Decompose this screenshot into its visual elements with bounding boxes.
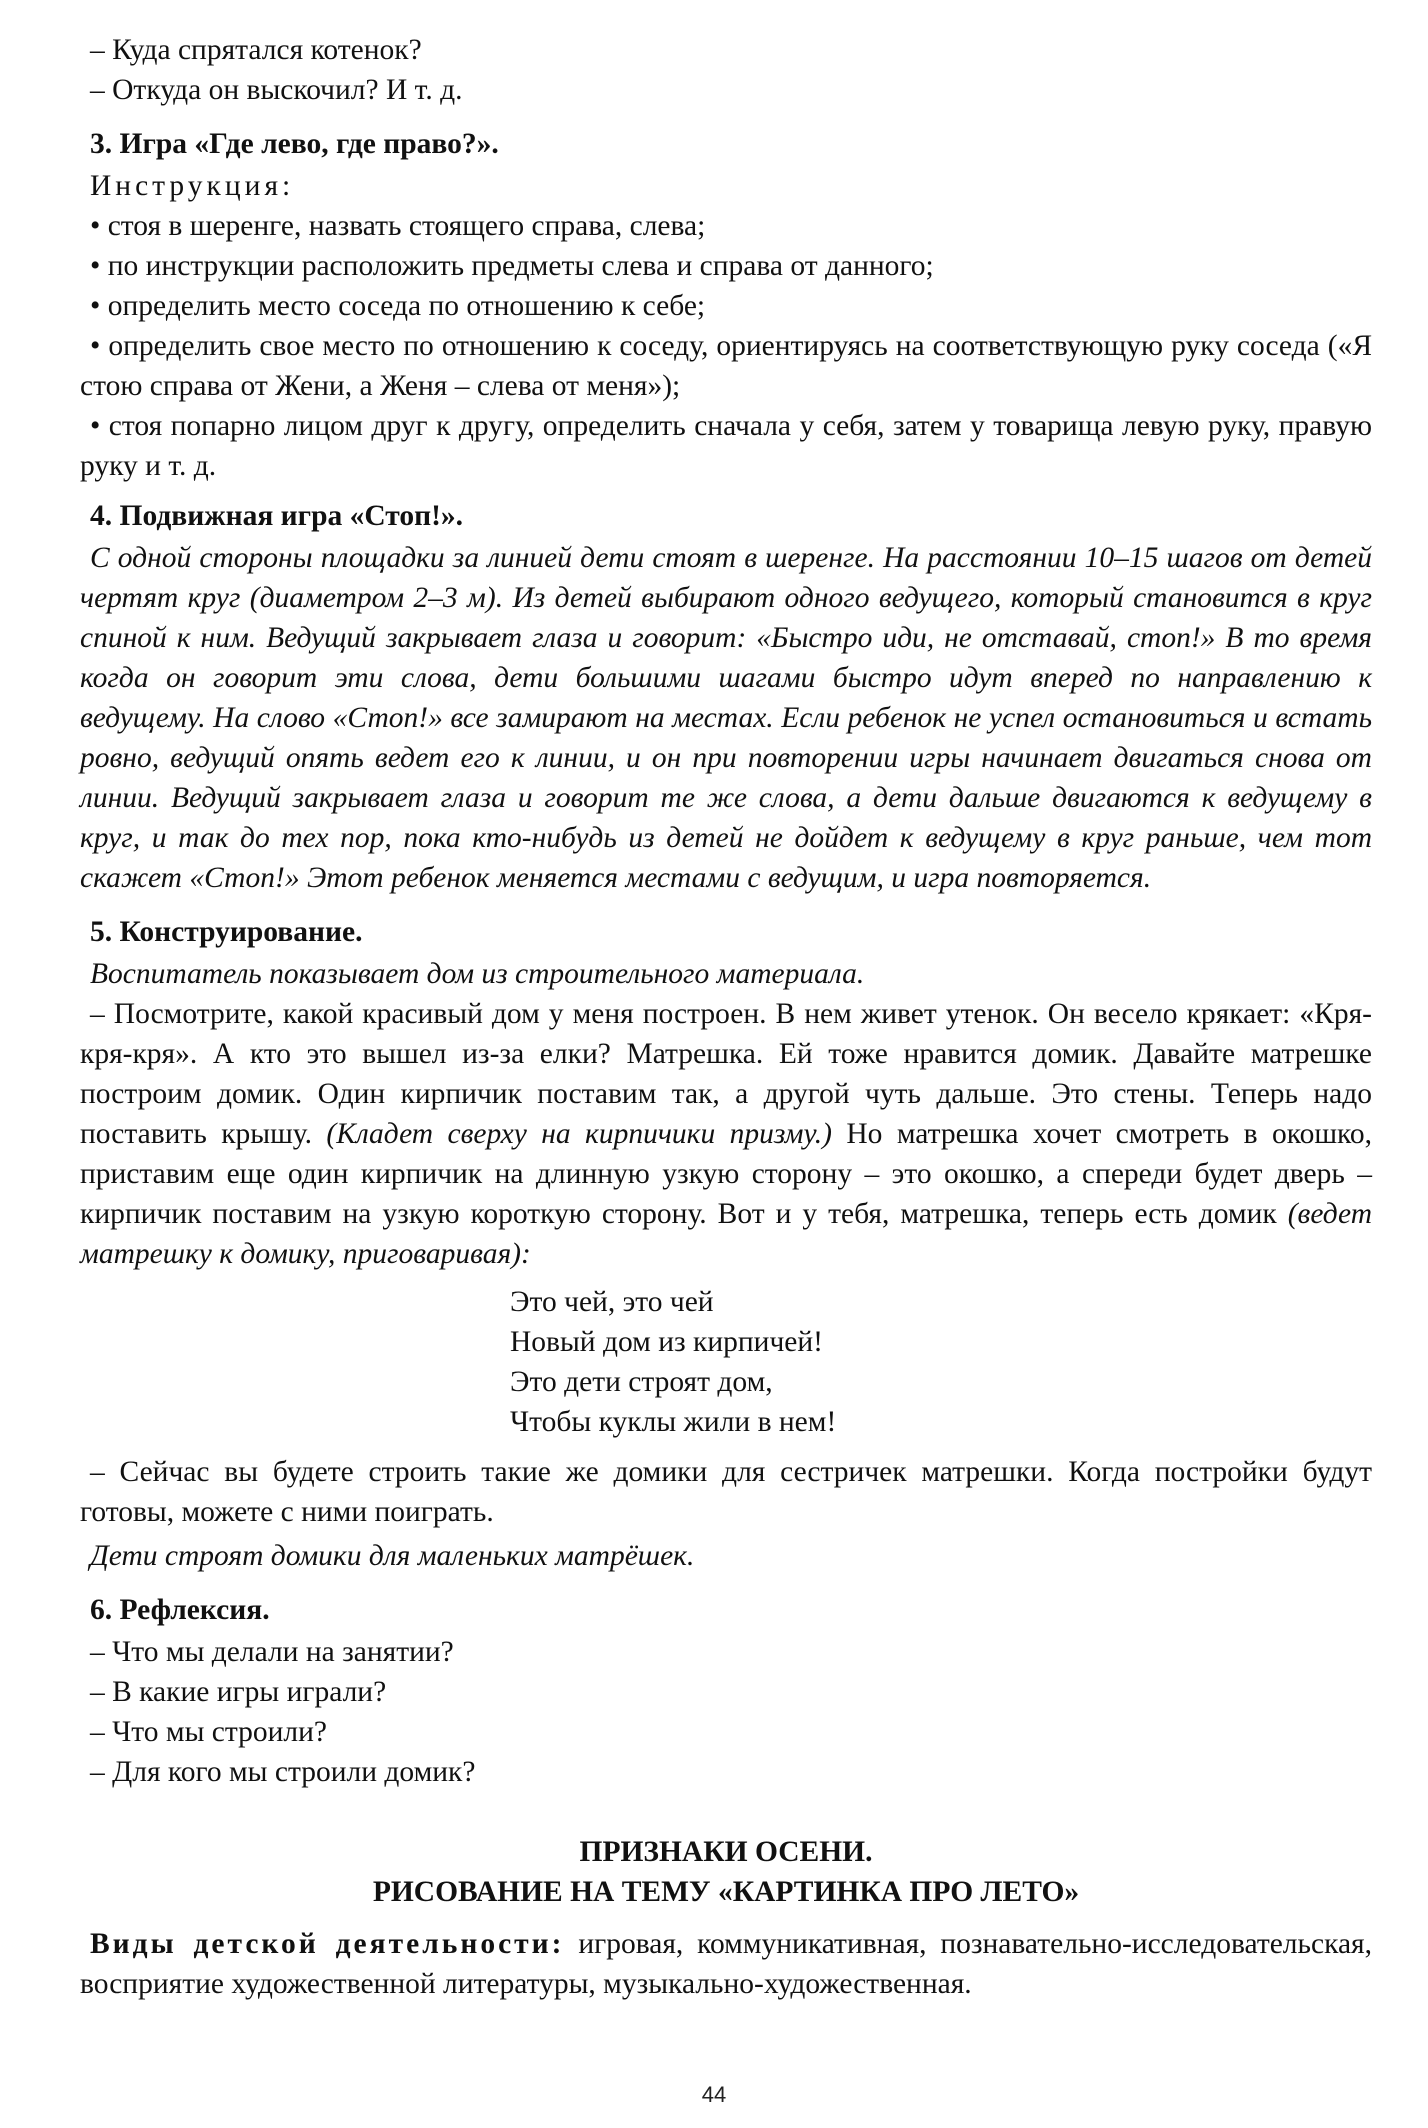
instruction-label: Инструкция:	[90, 170, 295, 202]
activity-types-text: игровая, коммуникативная, познавательно-исследовательская, восприятие художественной литературы, музыкально-художественная.	[80, 1928, 1372, 2000]
poem-line-2: Новый дом из кирпичей!	[510, 1326, 824, 1358]
new-lesson-title-line-2: РИСОВАНИЕ НА ТЕМУ «КАРТИНКА ПРО ЛЕТО»	[372, 1876, 1080, 1908]
instruction-item-1: • стоя в шеренге, назвать стоящего справа, слева;	[90, 210, 706, 242]
construction-text-a: – Посмотрите, какой красивый дом у меня построен. В нем живет утенок. Он весело крякает: «Кря-кря-кря». А кто это вышел из-за елки? Матрешка. Ей тоже нравится домик. Давайте матрешке построим домик. Один кирпичик поставим так, а другой чуть дальше. Это стены. Теперь надо поставить крышу.	[80, 998, 1372, 1150]
construction-paragraph-2: – Сейчас вы будете строить такие же домики для сестричек матрешки. Когда постройки будут готовы, можете с ними поиграть.	[80, 1456, 1372, 1528]
construction-intro: Воспитатель показывает дом из строительного материала.	[90, 958, 865, 990]
construction-outro: Дети строят домики для маленьких матрёшек.	[90, 1540, 695, 1572]
instruction-item-3: • определить место соседа по отношению к себе;	[90, 290, 706, 322]
poem	[510, 1282, 1372, 1442]
page-number: 44	[701, 2082, 727, 2107]
construction-remark-1: (Кладет сверху на кирпичики призму.)	[326, 1118, 832, 1150]
poem-line-4: Чтобы куклы жили в нем!	[510, 1406, 837, 1438]
new-lesson-title-line-1: ПРИЗНАКИ ОСЕНИ.	[579, 1836, 873, 1868]
instruction-item-5: • стоя попарно лицом друг к другу, определить сначала у себя, затем у товарища левую руку, правую руку и т. д.	[80, 410, 1372, 482]
section-6-heading: 6. Рефлексия.	[90, 1594, 270, 1626]
poem-line-3: Это дети строят дом,	[510, 1366, 773, 1398]
activity-types-label: Виды детской деятельности:	[90, 1928, 565, 1960]
reflection-question-1: – Что мы делали на занятии?	[90, 1636, 454, 1668]
new-lesson-title	[80, 1832, 1372, 1912]
reflection-question-3: – Что мы строили?	[90, 1716, 328, 1748]
reflection-question-2: – В какие игры играли?	[90, 1676, 387, 1708]
reflection-question-4: – Для кого мы строили домик?	[90, 1756, 476, 1788]
section-5-heading: 5. Конструирование.	[90, 916, 363, 948]
poem-line-1: Это чей, это чей	[510, 1286, 714, 1318]
construction-paragraph-1	[80, 994, 1372, 1274]
stop-game-description: С одной стороны площадки за линией дети стоят в шеренге. На расстоянии 10–15 шагов от детей чертят круг (диаметром 2–3 м). Из детей выбирают одного ведущего, который становится в круг спиной к ним. Ведущий закрывает глаза и говорит: «Быстро иди, не отставай, стоп!» В то время когда он говорит эти слова, дети большими шагами быстро идут вперед по направлению к ведущему. На слово «Стоп!» все замирают на местах. Если ребенок не успел остановиться и встать ровно, ведущий опять ведет его к линии, и он при повторении игры начинает двигаться снова от линии. Ведущий закрывает глаза и говорит те же слова, а дети дальше двигаются к ведущему в круг, и так до тех пор, пока кто-нибудь из детей не дойдет к ведущему в круг раньше, чем тот скажет «Стоп!» Этот ребенок меняется местами с ведущим, и игра повторяется.	[80, 542, 1372, 894]
instruction-item-2: • по инструкции расположить предметы слева и справа от данного;	[90, 250, 934, 282]
section-4-heading: 4. Подвижная игра «Стоп!».	[90, 500, 464, 532]
construction-text-b: Но матрешка хочет смотреть в окошко, приставим еще один кирпичик на длинную узкую сторону – это окошко, а спереди будет дверь – кирпичик поставим на узкую короткую сторону. Вот и у тебя, матрешка, теперь есть домик	[80, 1118, 1373, 1230]
section-3-heading: 3. Игра «Где лево, где право?».	[90, 128, 499, 160]
intro-line-2: – Откуда он выскочил? И т. д.	[90, 74, 463, 106]
document-page	[80, 30, 1372, 2004]
activity-types	[80, 1924, 1372, 2004]
construction-remark-2: (ведет матрешку к домику, приговаривая):	[80, 1198, 1372, 1270]
instruction-item-4: • определить свое место по отношению к соседу, ориентируясь на соответствующую руку соседа («Я стою справа от Жени, а Женя – слева от меня»);	[80, 330, 1372, 402]
intro-line-1: – Куда спрятался котенок?	[90, 34, 422, 66]
